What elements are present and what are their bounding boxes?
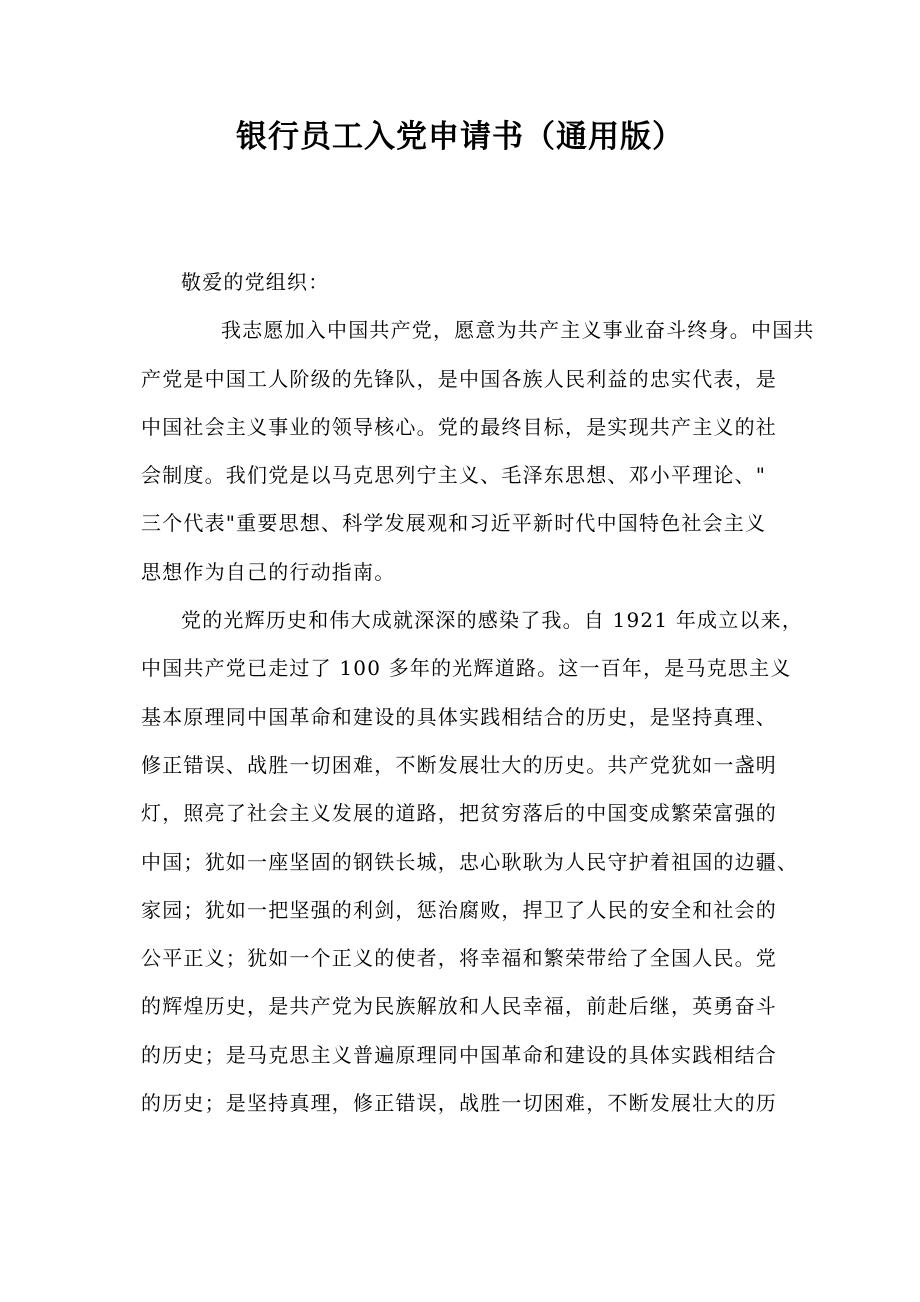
paragraph-1-line: 三个代表"重要思想、科学发展观和习近平新时代中国特色社会主义 [141,511,767,536]
paragraph-1-line: 思想作为自己的行动指南。 [141,559,396,584]
paragraph-2-line: 灯，照亮了社会主义发展的道路，把贫穷落后的中国变成繁荣富强的 [141,801,777,826]
paragraph-2-line: 的辉煌历史，是共产党为民族解放和人民幸福，前赴后继，英勇奋斗 [141,994,777,1019]
paragraph-2-line: 的历史；是坚持真理，修正错误，战胜一切困难，不断发展壮大的历 [141,1091,777,1116]
document-title: 银行员工入党申请书（通用版） [236,119,684,155]
paragraph-2-line: 中国；犹如一座坚固的钢铁长城，忠心耿耿为人民守护着祖国的边疆、 [141,849,799,874]
paragraph-2-line: 修正错误、战胜一切困难，不断发展壮大的历史。共产党犹如一盏明 [141,752,777,777]
paragraph-2-line: 基本原理同中国革命和建设的具体实践相结合的历史，是坚持真理、 [141,704,777,729]
paragraph-2-line: 党的光辉历史和伟大成就深深的感染了我。自 1921 年成立以来， [181,608,804,633]
paragraph-1-line: 产党是中国工人阶级的先锋队，是中国各族人民利益的忠实代表，是 [141,366,777,391]
paragraph-2-line: 公平正义；犹如一个正义的使者，将幸福和繁荣带给了全国人民。党 [141,946,777,971]
paragraph-1 [141,306,815,596]
document-body [141,258,815,1127]
paragraph-2-line: 家园；犹如一把坚强的利剑，惩治腐败，捍卫了人民的安全和社会的 [141,897,777,922]
paragraph-1-line: 我志愿加入中国共产党，愿意为共产主义事业奋斗终身。中国共 [221,318,815,343]
paragraph-2-line: 中国共产党已走过了 100 多年的光辉道路。这一百年，是马克思主义 [141,656,792,681]
paragraph-1-line: 会制度。我们党是以马克思列宁主义、毛泽东思想、邓小平理论、" [141,463,767,488]
salutation: 敬爱的党组织： [181,270,330,294]
paragraph-2 [141,596,804,1127]
paragraph-2-line: 的历史；是马克思主义普遍原理同中国革命和建设的具体实践相结合 [141,1042,777,1067]
paragraph-1-line: 中国社会主义事业的领导核心。党的最终目标，是实现共产主义的社 [141,414,777,439]
